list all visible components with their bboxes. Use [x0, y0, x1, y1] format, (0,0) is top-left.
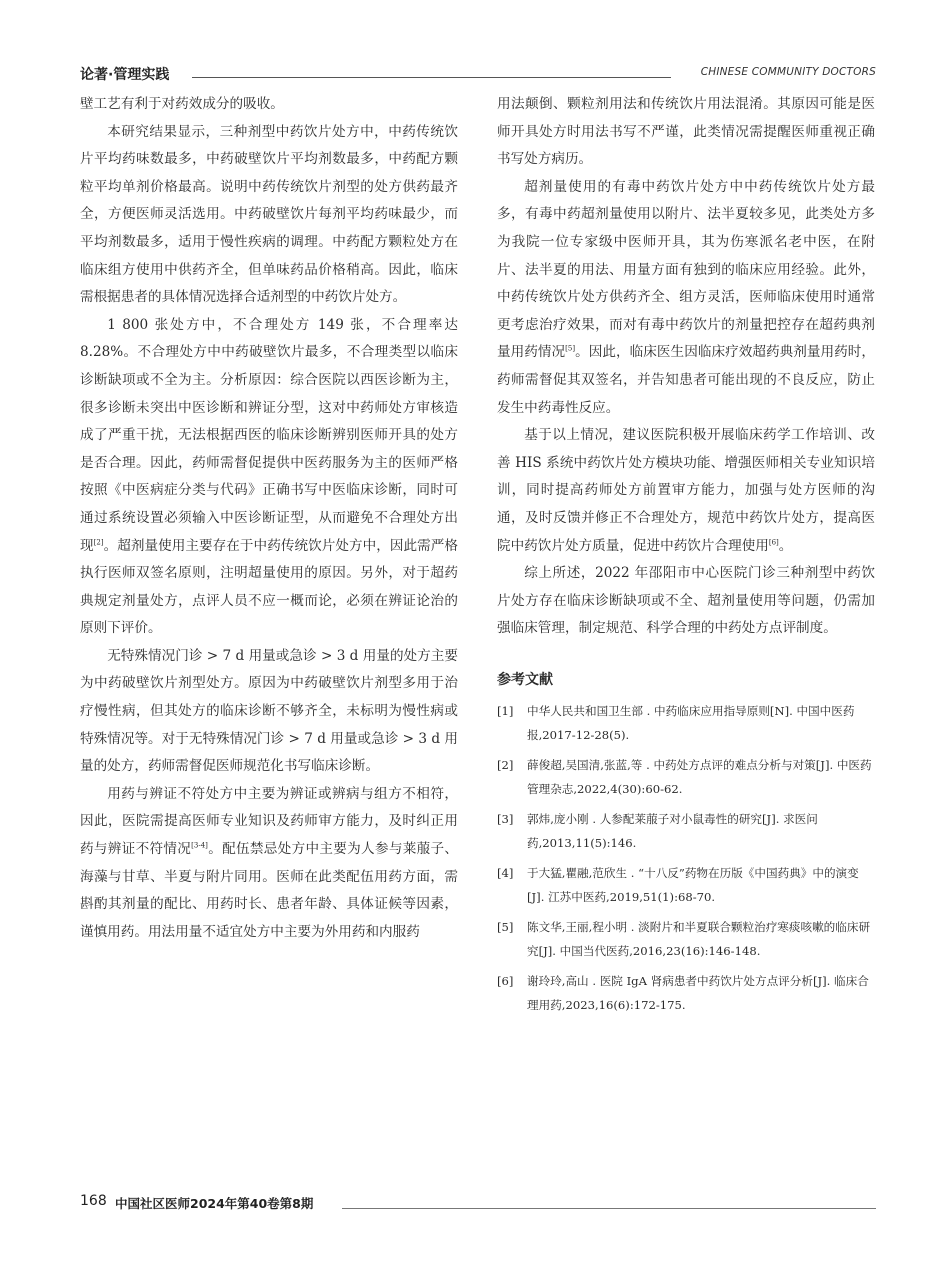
reference-item: [3] 郭炜,庞小刚 . 人参配莱菔子对小鼠毒性的研究[J]. 求医问药,2013,11(5):146.: [497, 811, 818, 850]
references-heading: 参考文献: [497, 671, 553, 688]
section-label: 论著·管理实践: [80, 67, 170, 83]
footer-divider: [342, 1208, 876, 1209]
reference-item: [6] 谢玲玲,高山 . 医院 IgA 肾病患者中药饮片处方点评分析[J]. 临床合理用药,2023,16(6):172-175.: [497, 973, 869, 1012]
page-footer: [80, 1193, 876, 1217]
paragraph: 用法颠倒、颗粒剂用法和传统饮片用法混淆。其原因可能是医师开具处方时用法书写不严谨，此类情况需提醒医师重视正确书写处方病历。: [497, 96, 875, 168]
reference-item: [5] 陈文华,王丽,程小明 . 淡附片和半夏联合颗粒治疗寒痰咳嗽的临床研究[J]. 中国当代医药,2016,23(16):146-148.: [497, 919, 871, 958]
paragraph: 1 800 张处方中，不合理处方 149 张，不合理率达 8.28%。不合理处方中中药破壁饮片最多，不合理类型以临床诊断缺项或不全为主。分析原因：综合医院以西医诊断为主，很多诊断未突出中医诊断和辨证分型，这对中药师处方审核造成了严重干扰，无法根据西医的临床诊断辨别医师开具的处方是否合理。因此，药师需督促提供中医药服务为主的医师严格按照《中医病症分类与代码》正确书写中医临床诊断，同时可通过系统设置必须输入中医诊断证型，从而避免不合理处方出现[2]。超剂量使用主要存在于中药传统饮片处方中，因此需严格执行医师双签名原则，注明超量使用的原因。另外，对于超药典规定剂量处方，点评人员不应一概而论，必须在辨证论治的原则下评价。: [80, 316, 459, 637]
page-number: 168: [80, 1193, 107, 1209]
paragraph: 无特殊情况门诊 > 7 d 用量或急诊 > 3 d 用量的处方主要为中药破壁饮片剂型处方。原因为中药破壁饮片剂型多用于治疗慢性病，但其处方的临床诊断不够齐全，未标明为慢性病或特殊情况等。对于无特殊情况门诊 > 7 d 用量或急诊 > 3 d 用量的处方，药师需督促医师规范化书写临床诊断。: [80, 647, 458, 775]
reference-item: [2] 薛俊超,吴国清,张蓝,等 . 中药处方点评的难点分析与对策[J]. 中医药管理杂志,2022,4(30):60-62.: [497, 757, 872, 796]
paragraph: 超剂量使用的有毒中药饮片处方中中药传统饮片处方最多，有毒中药超剂量使用以附片、法半夏较多见，此类处方多为我院一位专家级中医师开具，其为伤寒派名老中医，在附片、法半夏的用法、用量方面有独到的临床应用经验。此外，中药传统饮片处方供药齐全、组方灵活，医师临床使用时通常更考虑治疗效果，而对有毒中药饮片的剂量把控存在超药典剂量用药情况[5]。因此，临床医生因临床疗效超药典剂量用药时，药师需督促其双签名，并告知患者可能出现的不良反应，防止发生中药毒性反应。: [497, 178, 876, 416]
citation[interactable]: [6]: [768, 537, 779, 546]
paragraph: 综上所述，2022 年邵阳市中心医院门诊三种剂型中药饮片处方存在临床诊断缺项或不全、超剂量使用等问题，仍需加强临床管理，制定规范、科学合理的中药处方点评制度。: [497, 565, 875, 637]
paragraph: 用药与辨证不符处方中主要为辨证或辨病与组方不相符，因此，医院需提高医师专业知识及药师审方能力，及时纠正用药与辨证不符情况[3-4]。配伍禁忌处方中主要为人参与莱菔子、海藻与甘草、半夏与附片同用。医师在此类配伍用药方面，需斟酌其剂量的配比、用药时长、患者年龄、具体证候等因素，谨慎用药。用法用量不适宜处方中主要为外用药和内服药: [80, 785, 459, 940]
citation[interactable]: [3-4]: [191, 841, 208, 850]
header-divider: [192, 77, 671, 78]
reference-item: [1] 中华人民共和国卫生部 . 中药临床应用指导原则[N]. 中国中医药报,2017-12-28(5).: [497, 703, 855, 742]
left-column: [80, 91, 458, 946]
reference-item: [4] 于大猛,瞿融,范欣生 . “十八反”药物在历版《中国药典》中的演变[J]. 江苏中医药,2019,51(1):68-70.: [497, 865, 859, 904]
right-column: [497, 91, 875, 1017]
page-header: [80, 60, 876, 84]
reference-list: [497, 699, 875, 1017]
paragraph: 壁工艺有利于对药效成分的吸收。: [80, 96, 284, 112]
citation[interactable]: [2]: [93, 537, 104, 546]
journal-issue: 中国社区医师2024年第40卷第8期: [115, 1196, 314, 1211]
paragraph: 本研究结果显示，三种剂型中药饮片处方中，中药传统饮片平均药味数最多，中药破壁饮片平均剂数最多，中药配方颗粒平均单剂价格最高。说明中药传统饮片剂型的处方供药最齐全，方便医师灵活选用。中药破壁饮片每剂平均药味最少，而平均剂数最多，适用于慢性疾病的调理。中药配方颗粒处方在临床组方使用中供药齐全，但单味药品价格稍高。因此，临床需根据患者的具体情况选择合适剂型的中药饮片处方。: [80, 123, 458, 306]
journal-name-english: CHINESE COMMUNITY DOCTORS: [700, 66, 876, 78]
citation[interactable]: [5]: [565, 344, 576, 353]
paragraph: 基于以上情况，建议医院积极开展临床药学工作培训、改善 HIS 系统中药饮片处方模块功能、增强医师相关专业知识培训，同时提高药师处方前置审方能力，加强与处方医师的沟通，及时反馈并修正不合理处方，规范中药饮片处方，提高医院中药饮片处方质量，促进中药饮片合理使用[6]。: [497, 427, 875, 554]
